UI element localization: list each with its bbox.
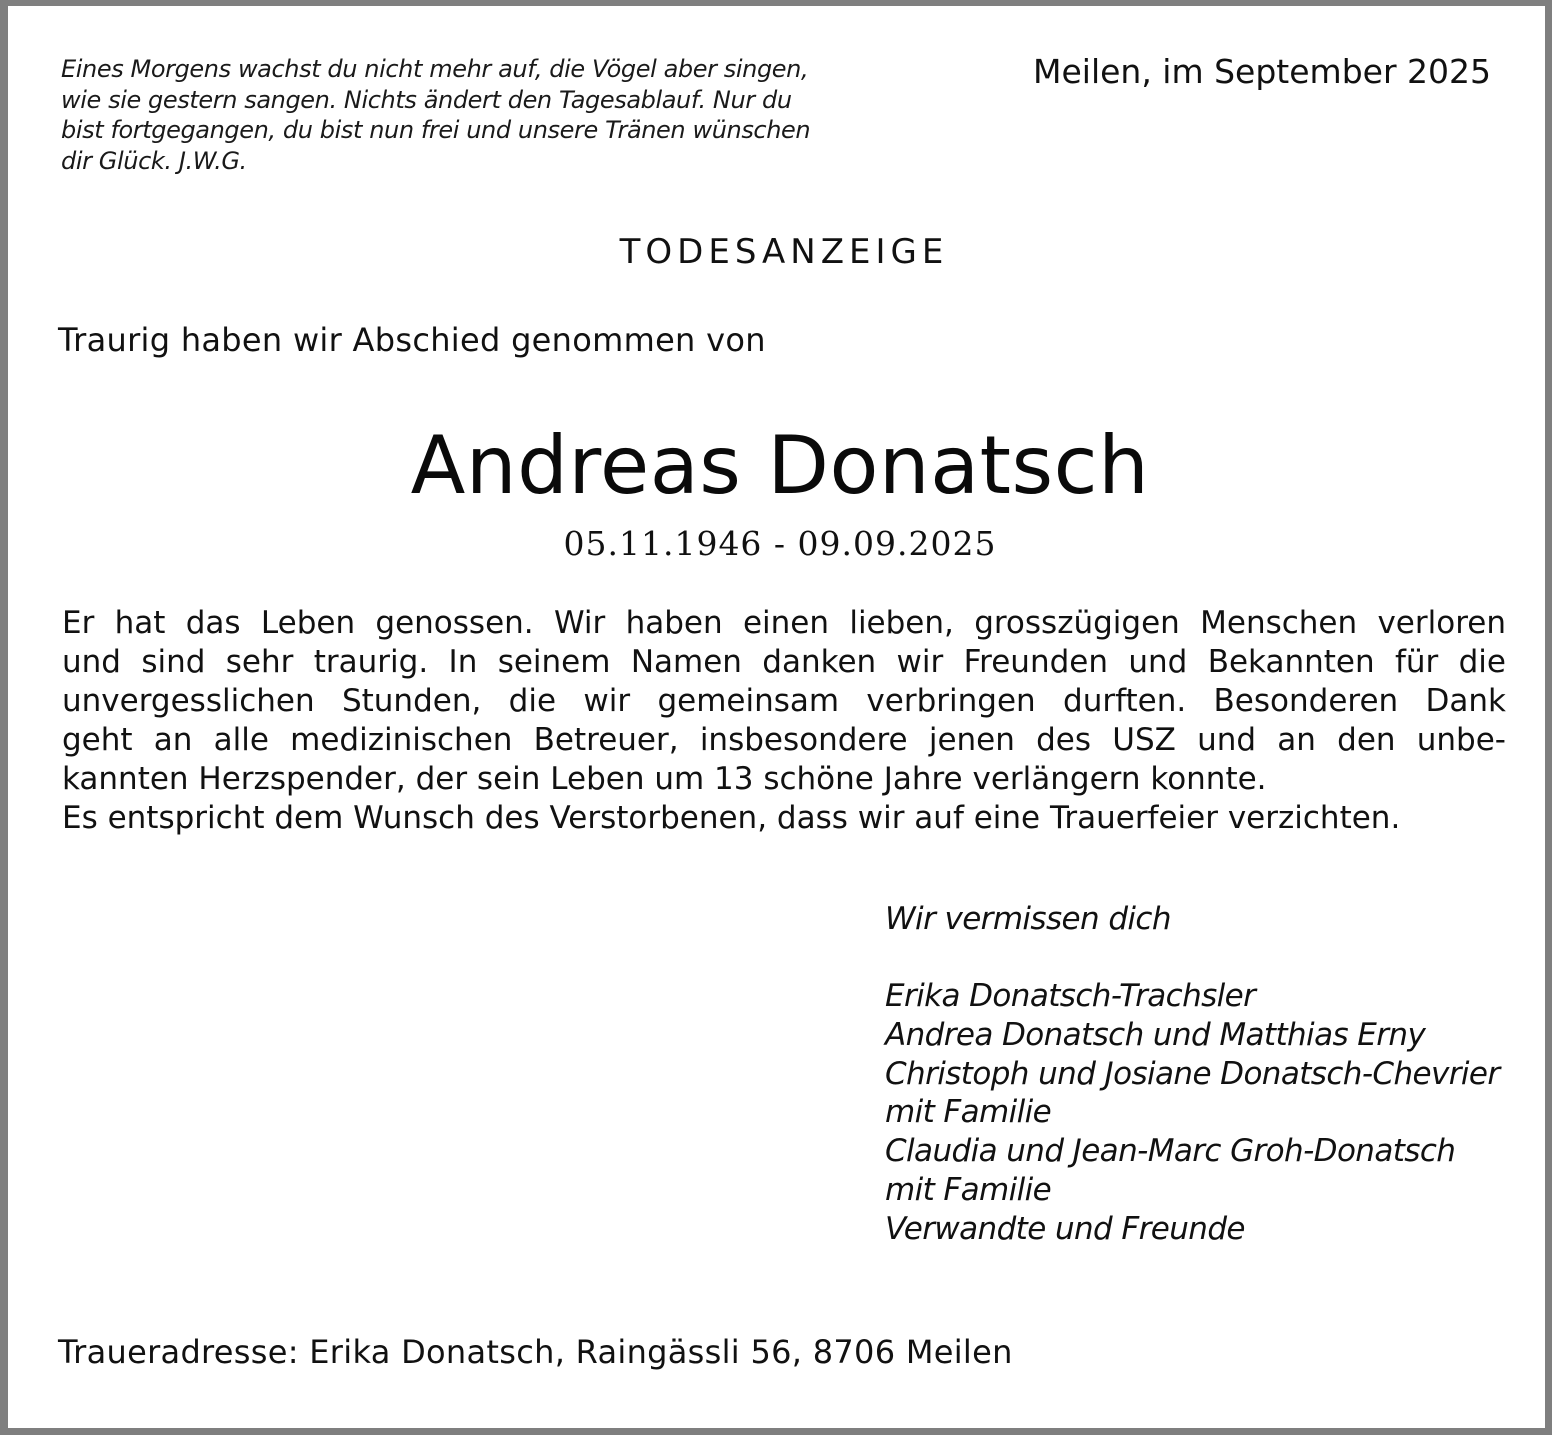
quote-line: Eines Morgens wachst du nicht mehr auf, die Vögel aber singen, [61,55,809,83]
place-and-date: Meilen, im September 2025 [1033,52,1491,91]
body-line: kannten Herzspender, der sein Leben um 13 schöne Jahre verlängern konnte. [62,761,1267,797]
memorial-quote [61,54,831,176]
body-line: unvergesslichen Stunden, die wir gemeinsam verbringen durften. Besonderen Dank [62,683,1506,719]
notice-heading: TODESANZEIGE [619,232,949,272]
mourner-line: Christoph und Josiane Donatsch-Chevrier [885,1055,1500,1092]
mourner-line: Claudia und Jean-Marc Groh-Donatsch [885,1133,1456,1170]
mourner-line: Verwandte und Freunde [885,1210,1245,1247]
life-dates: 05.11.1946 - 09.09.2025 [563,524,997,563]
notice-body [62,604,1506,838]
quote-line: dir Glück. J.W.G. [61,146,247,175]
body-line: und sind sehr traurig. In seinem Namen danken wir Freunden und Bekannten für die [62,644,1506,680]
mourner-line: mit Familie [885,1094,1052,1131]
mourner-line: mit Familie [885,1171,1052,1208]
deceased-name: Andreas Donatsch [410,419,1150,512]
body-line: geht an alle medizinischen Betreuer, insbesondere jenen des USZ und an den unbe- [62,722,1506,758]
body-line: Es entspricht dem Wunsch des Verstorbenen, dass wir auf eine Trauerfeier verzichten. [62,800,1401,836]
mourner-line: Andrea Donatsch und Matthias Erny [885,1016,1426,1053]
mourner-line: Erika Donatsch-Trachsler [885,978,1256,1014]
body-line: Er hat das Leben genossen. Wir haben einen lieben, grosszügigen Menschen verloren [62,605,1506,641]
intro-line: Traurig haben wir Abschied genommen von [58,321,766,359]
quote-line: bist fortgegangen, du bist nun frei und unsere Tränen wünschen [61,116,811,144]
signoff: Wir vermissen dich [885,901,1171,937]
mourners-list [885,977,1500,1249]
mourning-address: Traueradresse: Erika Donatsch, Raingässli 56, 8706 Meilen [58,1333,1013,1371]
quote-line: wie sie gestern sangen. Nichts ändert den Tagesablauf. Nur du [61,85,792,114]
